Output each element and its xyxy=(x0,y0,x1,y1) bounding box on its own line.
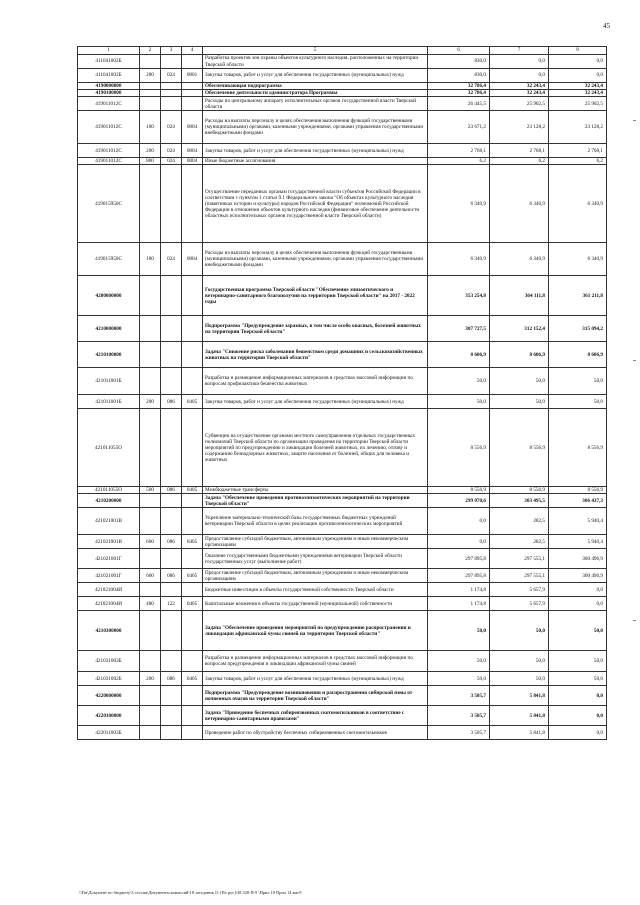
table-row xyxy=(78,611,607,651)
amount-2019-cell: 50,0 xyxy=(549,611,607,651)
subsection-cell: 0405 xyxy=(182,597,203,611)
code-cell: 4220000000 xyxy=(78,686,140,706)
amount-2019-cell: 5 940,4 xyxy=(549,535,607,549)
ministry-cell: 024 xyxy=(161,144,182,158)
subsection-cell xyxy=(182,651,203,672)
amount-2017-cell: 50,0 xyxy=(428,368,490,395)
description-cell: Бюджетные инвестиции в объекты государственной собственности Тверской области xyxy=(203,583,428,597)
description-cell: Закупка товаров, работ и услуг для обеспечения государственных (муниципальных) нужд xyxy=(203,144,428,158)
subsection-cell xyxy=(182,55,203,69)
code-cell: 4210300000 xyxy=(78,611,140,651)
amount-2017-cell: 830,0 xyxy=(428,69,490,83)
ministry-cell xyxy=(161,83,182,90)
table-row xyxy=(78,316,607,342)
amount-2019-cell: 50,0 xyxy=(549,395,607,409)
amount-2018-cell: 32 243,4 xyxy=(490,90,549,97)
table-row xyxy=(78,90,607,97)
header-cell: 8 xyxy=(549,47,607,55)
ministry-cell xyxy=(161,583,182,597)
description-cell: Иные бюджетные ассигнования xyxy=(203,158,428,165)
section-cell xyxy=(140,316,161,342)
amount-2018-cell: 282,5 xyxy=(490,508,549,535)
code-cell: 4210100000 xyxy=(78,342,140,368)
code-cell: 421021001Г xyxy=(78,549,140,569)
amount-2018-cell: 5 657,9 xyxy=(490,583,549,597)
ministry-cell xyxy=(161,508,182,535)
amount-2019-cell: 306 437,3 xyxy=(549,494,607,508)
code-cell: 419011012С xyxy=(78,111,140,144)
amount-2017-cell: 8 606,9 xyxy=(428,342,490,368)
description-cell: Разработка и размещение информационных материалов в средствах массовой информации по вопросам предупреждения и ликвидации африканской чумы свиней xyxy=(203,651,428,672)
ministry-cell xyxy=(161,726,182,740)
amount-2017-cell: 26 445,5 xyxy=(428,97,490,111)
amount-2019-cell: 8 556,9 xyxy=(549,409,607,487)
description-cell: Подпрограмма "Предупреждение заразных, в том числе особо опасных, болезней животных на территории Тверской области" xyxy=(203,316,428,342)
amount-2018-cell: 50,0 xyxy=(490,672,549,686)
amount-2019-cell: 50,0 xyxy=(549,672,607,686)
amount-2017-cell: 50,0 xyxy=(428,611,490,651)
code-cell: 421011055О xyxy=(78,409,140,487)
section-cell: 600 xyxy=(140,569,161,583)
amount-2017-cell: 8 556,9 xyxy=(428,409,490,487)
amount-2017-cell: 6 340,9 xyxy=(428,243,490,276)
edge-mark xyxy=(633,360,636,361)
amount-2018-cell: 0,0 xyxy=(490,69,549,83)
subsection-cell: 0801 xyxy=(182,69,203,83)
amount-2019-cell: 32 243,4 xyxy=(549,90,607,97)
table-row xyxy=(78,706,607,726)
section-cell xyxy=(140,97,161,111)
ministry-cell: 122 xyxy=(161,597,182,611)
amount-2019-cell: 5 940,4 xyxy=(549,508,607,535)
description-cell: Проведение работ по обустройству беспечных сибиреязвенных скотомогильников xyxy=(203,726,428,740)
subsection-cell: 0804 xyxy=(182,243,203,276)
amount-2019-cell: 300 496,9 xyxy=(549,569,607,583)
subsection-cell xyxy=(182,409,203,487)
amount-2017-cell: 297 895,8 xyxy=(428,549,490,569)
table-row xyxy=(78,672,607,686)
code-cell: 4200000000 xyxy=(78,276,140,316)
subsection-cell: 0405 xyxy=(182,487,203,494)
subsection-cell xyxy=(182,165,203,243)
table-row xyxy=(78,535,607,549)
ministry-cell: 086 xyxy=(161,395,182,409)
description-cell: Обеспечение деятельности администратора Программы xyxy=(203,90,428,97)
subsection-cell xyxy=(182,508,203,535)
section-cell xyxy=(140,583,161,597)
section-cell xyxy=(140,494,161,508)
description-cell: Закупка товаров, работ и услуг для обеспечения государственных (муниципальных) нужд xyxy=(203,395,428,409)
amount-2018-cell: 8 556,9 xyxy=(490,409,549,487)
code-cell: 4190100000 xyxy=(78,90,140,97)
amount-2018-cell: 303 495,5 xyxy=(490,494,549,508)
table-row xyxy=(78,55,607,69)
code-cell: 419015950С xyxy=(78,243,140,276)
subsection-cell: 0804 xyxy=(182,144,203,158)
header-cell: 2 xyxy=(140,47,161,55)
code-cell: 4210000000 xyxy=(78,316,140,342)
code-cell: 422011003Б xyxy=(78,726,140,740)
section-cell xyxy=(140,165,161,243)
amount-2017-cell: 50,0 xyxy=(428,395,490,409)
amount-2017-cell: 0,0 xyxy=(428,508,490,535)
amount-2018-cell: 32 243,4 xyxy=(490,83,549,90)
description-cell: Укрепление материально-технической базы государственных бюджетных учреждений ветеринарии Тверской области в целях реализации противоэпизоотических мероприятий xyxy=(203,508,428,535)
amount-2019-cell: 8 606,9 xyxy=(549,342,607,368)
section-cell xyxy=(140,549,161,569)
description-cell: Закупка товаров, работ и услуг для обеспечения государственных (муниципальных) нужд xyxy=(203,672,428,686)
section-cell xyxy=(140,611,161,651)
ministry-cell xyxy=(161,611,182,651)
code-cell: 4220100000 xyxy=(78,706,140,726)
amount-2018-cell: 2 768,1 xyxy=(490,144,549,158)
subsection-cell xyxy=(182,611,203,651)
amount-2019-cell: 6,2 xyxy=(549,158,607,165)
amount-2017-cell: 307 727,5 xyxy=(428,316,490,342)
description-cell: Оказание государственными бюджетными учреждениями ветеринарии Тверской области государственных услуг (выполнение работ) xyxy=(203,549,428,569)
amount-2018-cell: 297 555,1 xyxy=(490,569,549,583)
amount-2019-cell: 6 340,9 xyxy=(549,243,607,276)
section-cell: 600 xyxy=(140,535,161,549)
ministry-cell: 086 xyxy=(161,672,182,686)
amount-2019-cell: 0,0 xyxy=(549,583,607,597)
code-cell: 421021001В xyxy=(78,508,140,535)
page-number: 45 xyxy=(603,22,610,30)
table-row xyxy=(78,97,607,111)
amount-2018-cell: 50,0 xyxy=(490,651,549,672)
code-cell: 421021004И xyxy=(78,583,140,597)
amount-2018-cell: 50,0 xyxy=(490,368,549,395)
amount-2018-cell: 8 556,9 xyxy=(490,487,549,494)
amount-2019-cell: 0,0 xyxy=(549,55,607,69)
description-cell: Задача "Обеспечение проведения мероприятий по предупреждению распространения и ликвидации африканской чумы свиней на территории Тверской области" xyxy=(203,611,428,651)
description-cell: Государственная программа Тверской области "Обеспечение эпизоотического и ветеринарно-санитарного благополучия на территории Тверской области" на 2017 - 2022 годы xyxy=(203,276,428,316)
ministry-cell xyxy=(161,651,182,672)
amount-2017-cell: 23 671,2 xyxy=(428,111,490,144)
subsection-cell: 0804 xyxy=(182,158,203,165)
table-row xyxy=(78,651,607,672)
subsection-cell: 0804 xyxy=(182,111,203,144)
description-cell: Расходы на выплаты персоналу в целях обеспечения выполнения функций государственными (муниципальными) органами, казенными учреждениями, органами управления государственными внебюджетными фондами xyxy=(203,243,428,276)
subsection-cell: 0405 xyxy=(182,569,203,583)
table-row xyxy=(78,158,607,165)
subsection-cell xyxy=(182,494,203,508)
table-row xyxy=(78,583,607,597)
code-cell: 421011055О xyxy=(78,487,140,494)
ministry-cell: 086 xyxy=(161,535,182,549)
amount-2019-cell: 6 340,9 xyxy=(549,165,607,243)
table-row xyxy=(78,569,607,583)
amount-2019-cell: 50,0 xyxy=(549,651,607,672)
ministry-cell xyxy=(161,165,182,243)
ministry-cell xyxy=(161,686,182,706)
table-row xyxy=(78,686,607,706)
amount-2019-cell: 0,0 xyxy=(549,726,607,740)
amount-2017-cell: 2 768,1 xyxy=(428,144,490,158)
subsection-cell xyxy=(182,368,203,395)
amount-2017-cell: 297 895,8 xyxy=(428,569,490,583)
code-cell: 411041002Б xyxy=(78,69,140,83)
amount-2017-cell: 32 786,4 xyxy=(428,90,490,97)
amount-2017-cell: 0,0 xyxy=(428,535,490,549)
description-cell: Подпрограмма "Предупреждение возникновения и распространения сибирской язвы от почвенных очагов на территории Тверской области" xyxy=(203,686,428,706)
description-cell: Субвенции на осуществление органами местного самоуправления отдельных государственных полномочий Тверской области по организации проведения на территории Тверской области мероприятий по предупреждению и ликвидации болезней животных, их лечению, отлову и содержанию безнадзорных животных, защите населения от болезней, общих для человека и животных xyxy=(203,409,428,487)
amount-2019-cell: 361 211,8 xyxy=(549,276,607,316)
section-cell: 200 xyxy=(140,672,161,686)
description-cell: Задача "Приведение беспечных сибиреязвенных скотомогильников в соответствие с ветеринарно-санитарными правилами" xyxy=(203,706,428,726)
code-cell: 4190000000 xyxy=(78,83,140,90)
section-cell xyxy=(140,409,161,487)
code-cell: 421021004И xyxy=(78,597,140,611)
section-cell xyxy=(140,90,161,97)
amount-2019-cell: 0,0 xyxy=(549,686,607,706)
header-cell: 6 xyxy=(428,47,490,55)
budget-table xyxy=(77,46,607,740)
amount-2017-cell: 6 340,9 xyxy=(428,165,490,243)
amount-2017-cell: 353 254,8 xyxy=(428,276,490,316)
table-row xyxy=(78,597,607,611)
subsection-cell xyxy=(182,706,203,726)
section-cell xyxy=(140,651,161,672)
table-header-row xyxy=(78,47,607,55)
amount-2019-cell: 0,0 xyxy=(549,706,607,726)
subsection-cell xyxy=(182,97,203,111)
ministry-cell: 024 xyxy=(161,69,182,83)
table-row xyxy=(78,395,607,409)
amount-2017-cell: 3 505,7 xyxy=(428,726,490,740)
ministry-cell: 024 xyxy=(161,158,182,165)
table-row xyxy=(78,487,607,494)
code-cell: 4210200000 xyxy=(78,494,140,508)
description-cell: Капитальные вложения в объекты государственной (муниципальной) собственности xyxy=(203,597,428,611)
ministry-cell xyxy=(161,276,182,316)
section-cell: 100 xyxy=(140,243,161,276)
amount-2017-cell: 6,2 xyxy=(428,158,490,165)
amount-2019-cell: 0,0 xyxy=(549,69,607,83)
amount-2019-cell: 25 902,5 xyxy=(549,97,607,111)
section-cell xyxy=(140,726,161,740)
code-cell: 421011001Б xyxy=(78,368,140,395)
amount-2018-cell: 5 841,8 xyxy=(490,706,549,726)
description-cell: Предоставление субсидий бюджетным, автономным учреждениям и иным некоммерческим организациям xyxy=(203,535,428,549)
amount-2019-cell: 300 496,9 xyxy=(549,549,607,569)
ministry-cell xyxy=(161,706,182,726)
ministry-cell xyxy=(161,368,182,395)
amount-2019-cell: 2 768,1 xyxy=(549,144,607,158)
header-cell: 5 xyxy=(203,47,428,55)
subsection-cell xyxy=(182,726,203,740)
ministry-cell: 086 xyxy=(161,487,182,494)
ministry-cell: 086 xyxy=(161,569,182,583)
amount-2019-cell: 0,0 xyxy=(549,597,607,611)
table-row xyxy=(78,549,607,569)
code-cell: 421031002Б xyxy=(78,672,140,686)
ministry-cell xyxy=(161,97,182,111)
table-row xyxy=(78,494,607,508)
table-row xyxy=(78,342,607,368)
section-cell xyxy=(140,508,161,535)
amount-2018-cell: 8 606,9 xyxy=(490,342,549,368)
table-row xyxy=(78,111,607,144)
section-cell xyxy=(140,55,161,69)
header-cell: 1 xyxy=(78,47,140,55)
subsection-cell xyxy=(182,316,203,342)
description-cell: Расходы на выплаты персоналу в целях обеспечения выполнения функций государственными (муниципальными) органами, казенными учреждениями, органами управления государственными внебюджетными фондами xyxy=(203,111,428,144)
amount-2017-cell: 1 174,8 xyxy=(428,583,490,597)
amount-2017-cell: 830,0 xyxy=(428,55,490,69)
amount-2019-cell: 50,0 xyxy=(549,368,607,395)
amount-2018-cell: 6 340,9 xyxy=(490,165,549,243)
code-cell: 421011001Б xyxy=(78,395,140,409)
section-cell: 200 xyxy=(140,144,161,158)
code-cell: 419011012С xyxy=(78,158,140,165)
table-row xyxy=(78,508,607,535)
code-cell: 421021001В xyxy=(78,535,140,549)
section-cell xyxy=(140,706,161,726)
section-cell: 100 xyxy=(140,111,161,144)
amount-2018-cell: 312 152,4 xyxy=(490,316,549,342)
amount-2018-cell: 5 841,8 xyxy=(490,686,549,706)
subsection-cell xyxy=(182,90,203,97)
ministry-cell: 024 xyxy=(161,243,182,276)
description-cell: Разработка и размещение информационных материалов в средствах массовой информации по вопросам профилактики бешенства животных xyxy=(203,368,428,395)
ministry-cell: 024 xyxy=(161,111,182,144)
ministry-cell xyxy=(161,90,182,97)
amount-2017-cell: 50,0 xyxy=(428,672,490,686)
ministry-cell xyxy=(161,549,182,569)
section-cell xyxy=(140,276,161,316)
amount-2018-cell: 50,0 xyxy=(490,611,549,651)
amount-2019-cell: 315 094,2 xyxy=(549,316,607,342)
amount-2017-cell: 32 786,4 xyxy=(428,83,490,90)
description-cell: Межбюджетные трансферты xyxy=(203,487,428,494)
section-cell xyxy=(140,686,161,706)
amount-2018-cell: 50,0 xyxy=(490,395,549,409)
subsection-cell xyxy=(182,686,203,706)
subsection-cell: 0405 xyxy=(182,535,203,549)
section-cell: 200 xyxy=(140,69,161,83)
subsection-cell: 0405 xyxy=(182,672,203,686)
header-cell: 4 xyxy=(182,47,203,55)
table-row xyxy=(78,409,607,487)
code-cell: 421031002Б xyxy=(78,651,140,672)
amount-2017-cell: 50,0 xyxy=(428,651,490,672)
subsection-cell xyxy=(182,342,203,368)
description-cell: Задача "Обеспечение проведения противоэпизоотических мероприятий на территории Тверской области" xyxy=(203,494,428,508)
description-cell: Расходы по центральному аппарату исполнительных органов государственной власти Тверской области xyxy=(203,97,428,111)
ministry-cell xyxy=(161,316,182,342)
code-cell: 419015950С xyxy=(78,165,140,243)
amount-2019-cell: 23 128,2 xyxy=(549,111,607,144)
subsection-cell xyxy=(182,549,203,569)
ministry-cell xyxy=(161,494,182,508)
section-cell: 500 xyxy=(140,487,161,494)
amount-2017-cell: 3 505,7 xyxy=(428,706,490,726)
amount-2018-cell: 5 657,9 xyxy=(490,597,549,611)
code-cell: 419011012С xyxy=(78,144,140,158)
table-row xyxy=(78,165,607,243)
amount-2018-cell: 282,5 xyxy=(490,535,549,549)
section-cell xyxy=(140,368,161,395)
amount-2017-cell: 3 505,7 xyxy=(428,686,490,706)
table-row xyxy=(78,69,607,83)
edge-mark xyxy=(633,120,636,121)
subsection-cell xyxy=(182,83,203,90)
description-cell: Задача "Снижение риска заболевания бешенством среди домашних и сельскохозяйственных животных на территории Тверской области" xyxy=(203,342,428,368)
amount-2019-cell: 32 243,4 xyxy=(549,83,607,90)
description-cell: Разработка проектов зон охраны объектов культурного наследия, расположенных на территории Тверской области xyxy=(203,55,428,69)
amount-2018-cell: 25 902,5 xyxy=(490,97,549,111)
amount-2018-cell: 0,0 xyxy=(490,55,549,69)
amount-2017-cell: 8 556,9 xyxy=(428,487,490,494)
section-cell: 200 xyxy=(140,395,161,409)
amount-2019-cell: 8 556,9 xyxy=(549,487,607,494)
amount-2018-cell: 6,2 xyxy=(490,158,549,165)
description-cell: Обеспечивающая подпрограмма xyxy=(203,83,428,90)
subsection-cell: 0405 xyxy=(182,395,203,409)
ministry-cell xyxy=(161,342,182,368)
table-row xyxy=(78,243,607,276)
code-cell: 421021001Г xyxy=(78,569,140,583)
ministry-cell xyxy=(161,409,182,487)
description-cell: Закупка товаров, работ и услуг для обеспечения государственных (муниципальных) нужд xyxy=(203,69,428,83)
section-cell: 400 xyxy=(140,597,161,611)
code-cell: 419011012С xyxy=(78,97,140,111)
amount-2018-cell: 364 111,8 xyxy=(490,276,549,316)
subsection-cell xyxy=(182,583,203,597)
header-cell: 7 xyxy=(490,47,549,55)
table-row xyxy=(78,276,607,316)
table-row xyxy=(78,726,607,740)
header-cell: 3 xyxy=(161,47,182,55)
subsection-cell xyxy=(182,276,203,316)
section-cell: 800 xyxy=(140,158,161,165)
ministry-cell xyxy=(161,55,182,69)
amount-2017-cell: 1 174,8 xyxy=(428,597,490,611)
amount-2018-cell: 5 841,8 xyxy=(490,726,549,740)
description-cell: Осуществление переданных органам государственной власти субъектов Российской Федерации в соответствии с пунктом 1 статьи 9.1 Федерального закона "Об объектах культурного наследия (памятниках истории и культуры) народов Российской Федерации" полномочий Российской Федерации в отношении объектов культурного наследия (финансовое обеспечение деятельности областных исполнительных органов государственной власти Тверской области) xyxy=(203,165,428,243)
amount-2017-cell: 299 070,6 xyxy=(428,494,490,508)
table-row xyxy=(78,83,607,90)
amount-2018-cell: 23 128,2 xyxy=(490,111,549,144)
section-cell xyxy=(140,342,161,368)
table-row xyxy=(78,144,607,158)
description-cell: Предоставление субсидий бюджетным, автономным учреждениям и иным некоммерческим организациям xyxy=(203,569,428,583)
edge-mark xyxy=(633,620,636,621)
footer-file-path: \\Fin\Документ по бюджету\3 сессия\Документы комиссий\18 заседания 11 (По рус)\38 328-П-9 \Прил 10 Прил 14 мас9 xyxy=(79,890,302,895)
amount-2018-cell: 297 555,1 xyxy=(490,549,549,569)
section-cell xyxy=(140,83,161,90)
table-row xyxy=(78,368,607,395)
amount-2018-cell: 6 340,9 xyxy=(490,243,549,276)
code-cell: 411041002Б xyxy=(78,55,140,69)
